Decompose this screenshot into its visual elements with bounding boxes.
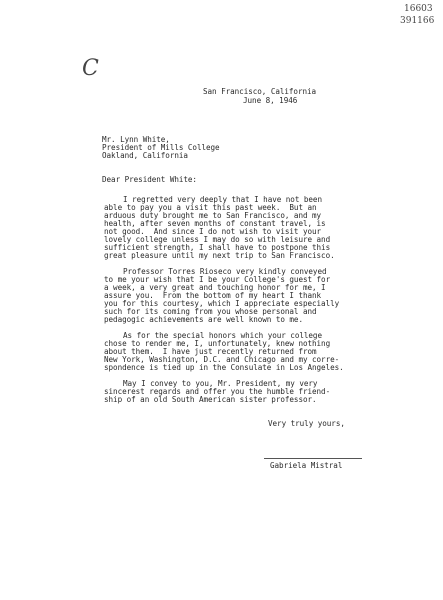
addressee-line: Oakland, California xyxy=(102,151,188,160)
signature-line xyxy=(264,458,362,459)
body-line: May I convey to you, Mr. President, my very xyxy=(123,379,318,388)
body-line: chose to render me, I, unfortunately, knew nothing xyxy=(104,339,331,348)
body-line: ship of an old South American sister professor. xyxy=(104,395,317,404)
body-line: such for its coming from you whose personal and xyxy=(104,307,317,316)
addressee-line: President of Mills College xyxy=(102,143,220,152)
body-line: As for the special honors which your college xyxy=(123,331,322,340)
closing: Very truly yours, xyxy=(268,419,345,428)
body-line: arduous duty brought me to San Francisco, and my xyxy=(104,211,322,220)
addressee-block xyxy=(102,136,220,160)
body-line: about them. I have just recently returned from xyxy=(104,347,317,356)
letter-place: San Francisco, California xyxy=(203,87,317,96)
body-line: sincerest regards and offer you the humble friend- xyxy=(104,387,331,396)
archive-mark-bottom: 391166 xyxy=(400,16,435,26)
body-line: sufficient strength, I shall have to postpone this xyxy=(104,243,331,252)
body-line: great pleasure until my next trip to San Francisco. xyxy=(104,251,335,260)
body-line: Professor Torres Rioseco very kindly conveyed xyxy=(123,267,327,276)
letter-date: June 8, 1946 xyxy=(243,96,298,105)
salutation: Dear President White: xyxy=(102,175,197,184)
body-line: New York, Washington, D.C. and Chicago and my corre- xyxy=(104,355,340,364)
body-line: health, after seven months of constant travel, is xyxy=(104,219,326,228)
body-line: assure you. From the bottom of my heart I thank xyxy=(104,291,322,300)
body-line: I regretted very deeply that I have not been xyxy=(123,195,322,204)
body-line: spondence is tied up in the Consulate in Los Angeles. xyxy=(104,363,344,372)
archive-mark-top: 16603 xyxy=(404,4,433,14)
body-line: you for this courtesy, which I appreciate especially xyxy=(104,299,340,308)
body-line: able to pay you a visit this past week. But an xyxy=(104,203,317,212)
body-line: not good. And since I do not wish to visit your xyxy=(104,227,322,236)
addressee-line: Mr. Lynn White, xyxy=(102,135,170,144)
paragraph-4 xyxy=(104,380,330,404)
handwritten-initial: C xyxy=(82,56,99,81)
body-line: lovely college unless I may do so with leisure and xyxy=(104,235,331,244)
paragraph-1 xyxy=(104,196,335,260)
signature-name: Gabriela Mistral xyxy=(270,461,343,470)
body-line: pedagogic achievements are well known to me. xyxy=(104,315,303,324)
paragraph-3 xyxy=(104,332,344,372)
body-line: to me your wish that I be your College's guest for xyxy=(104,275,331,284)
paragraph-2 xyxy=(104,268,339,324)
body-line: a week, a very great and touching honor for me, I xyxy=(104,283,326,292)
